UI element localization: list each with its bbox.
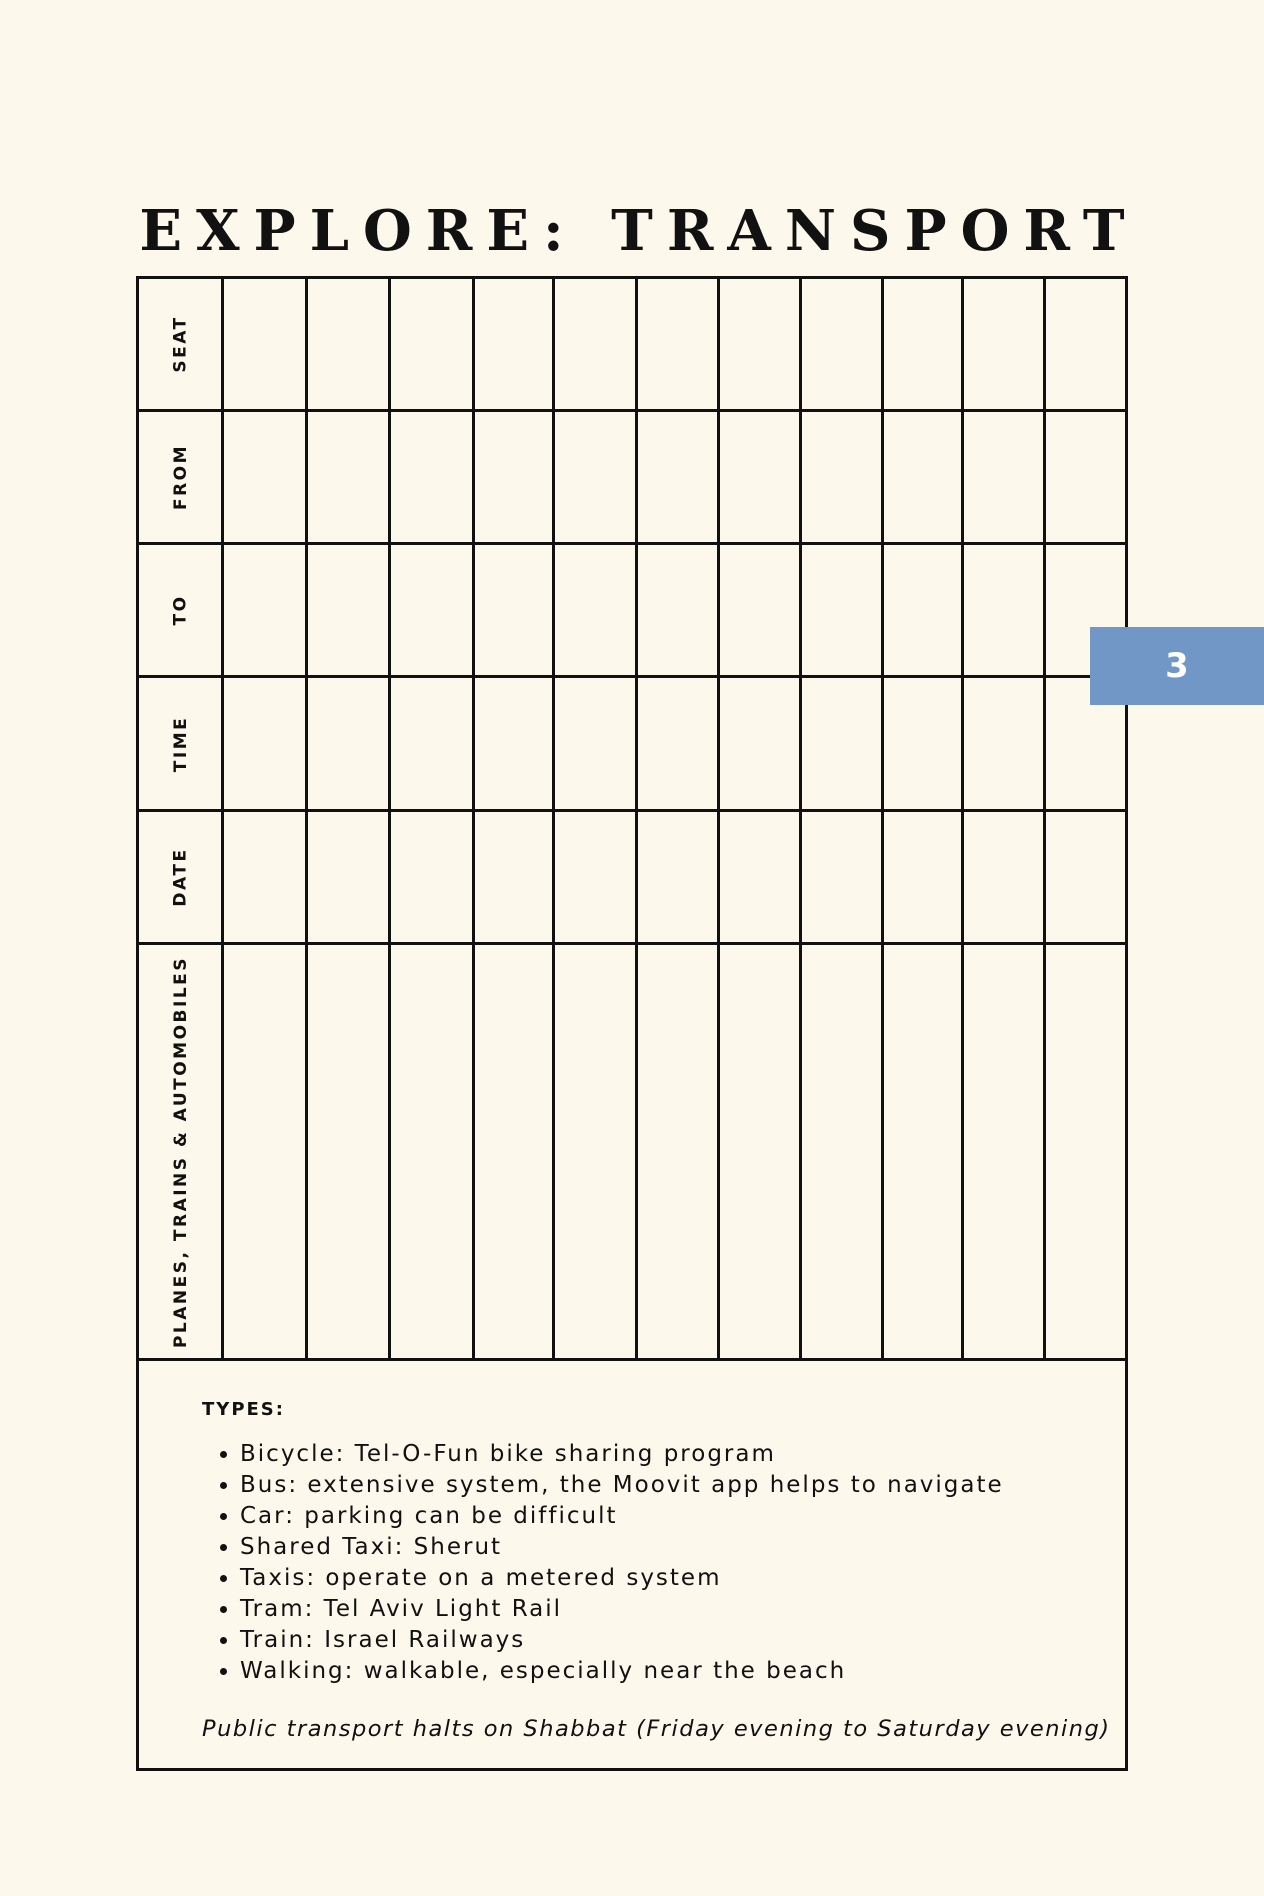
row-label-time: [139, 678, 223, 809]
list-item: • Bus: extensive system, the Moovit app helps to navigate: [240, 1470, 1004, 1501]
column-divider: [1043, 279, 1046, 1358]
page-number-tab: [1090, 627, 1264, 705]
column-divider: [881, 279, 884, 1358]
column-divider: [717, 279, 720, 1358]
row-label-date: [139, 812, 223, 942]
column-divider: [799, 279, 802, 1358]
row-label-seat: [139, 279, 223, 409]
types-list: [202, 1439, 1004, 1687]
list-item: • Bicycle: Tel-O-Fun bike sharing program: [240, 1439, 1004, 1470]
row-divider: [139, 542, 1125, 545]
page-number: 3: [1165, 646, 1189, 686]
list-item: • Walking: walkable, especially near the beach: [240, 1656, 1004, 1687]
row-divider: [139, 942, 1125, 945]
column-divider: [472, 279, 475, 1358]
list-item: • Taxis: operate on a metered system: [240, 1563, 1004, 1594]
column-divider: [635, 279, 638, 1358]
row-divider: [139, 675, 1125, 678]
list-item: • Shared Taxi: Sherut: [240, 1532, 1004, 1563]
row-label-vehicle: [139, 945, 223, 1358]
row-label-to: [139, 545, 223, 675]
row-label-from: [139, 412, 223, 542]
column-divider: [961, 279, 964, 1358]
list-item: • Train: Israel Railways: [240, 1625, 1004, 1656]
column-divider: [388, 279, 391, 1358]
row-label-text: SEAT: [170, 315, 191, 373]
row-divider: [139, 409, 1125, 412]
row-divider: [139, 809, 1125, 812]
transport-notes: [136, 1361, 1128, 1771]
row-label-text: TIME: [170, 715, 191, 772]
row-label-text: DATE: [170, 847, 191, 907]
row-label-text: PLANES, TRAINS & AUTOMOBILES: [171, 955, 192, 1348]
types-heading: TYPES:: [202, 1399, 285, 1420]
row-label-text: FROM: [170, 443, 191, 511]
column-divider: [552, 279, 555, 1358]
shabbat-note: Public transport halts on Shabbat (Friday evening to Saturday evening): [202, 1716, 1111, 1742]
transport-log-grid: [136, 276, 1128, 1361]
row-label-text: TO: [171, 594, 191, 626]
page-title: EXPLORE: TRANSPORT: [139, 198, 1139, 264]
list-item: • Tram: Tel Aviv Light Rail: [240, 1594, 1004, 1625]
list-item: • Car: parking can be difficult: [240, 1501, 1004, 1532]
column-divider: [305, 279, 308, 1358]
